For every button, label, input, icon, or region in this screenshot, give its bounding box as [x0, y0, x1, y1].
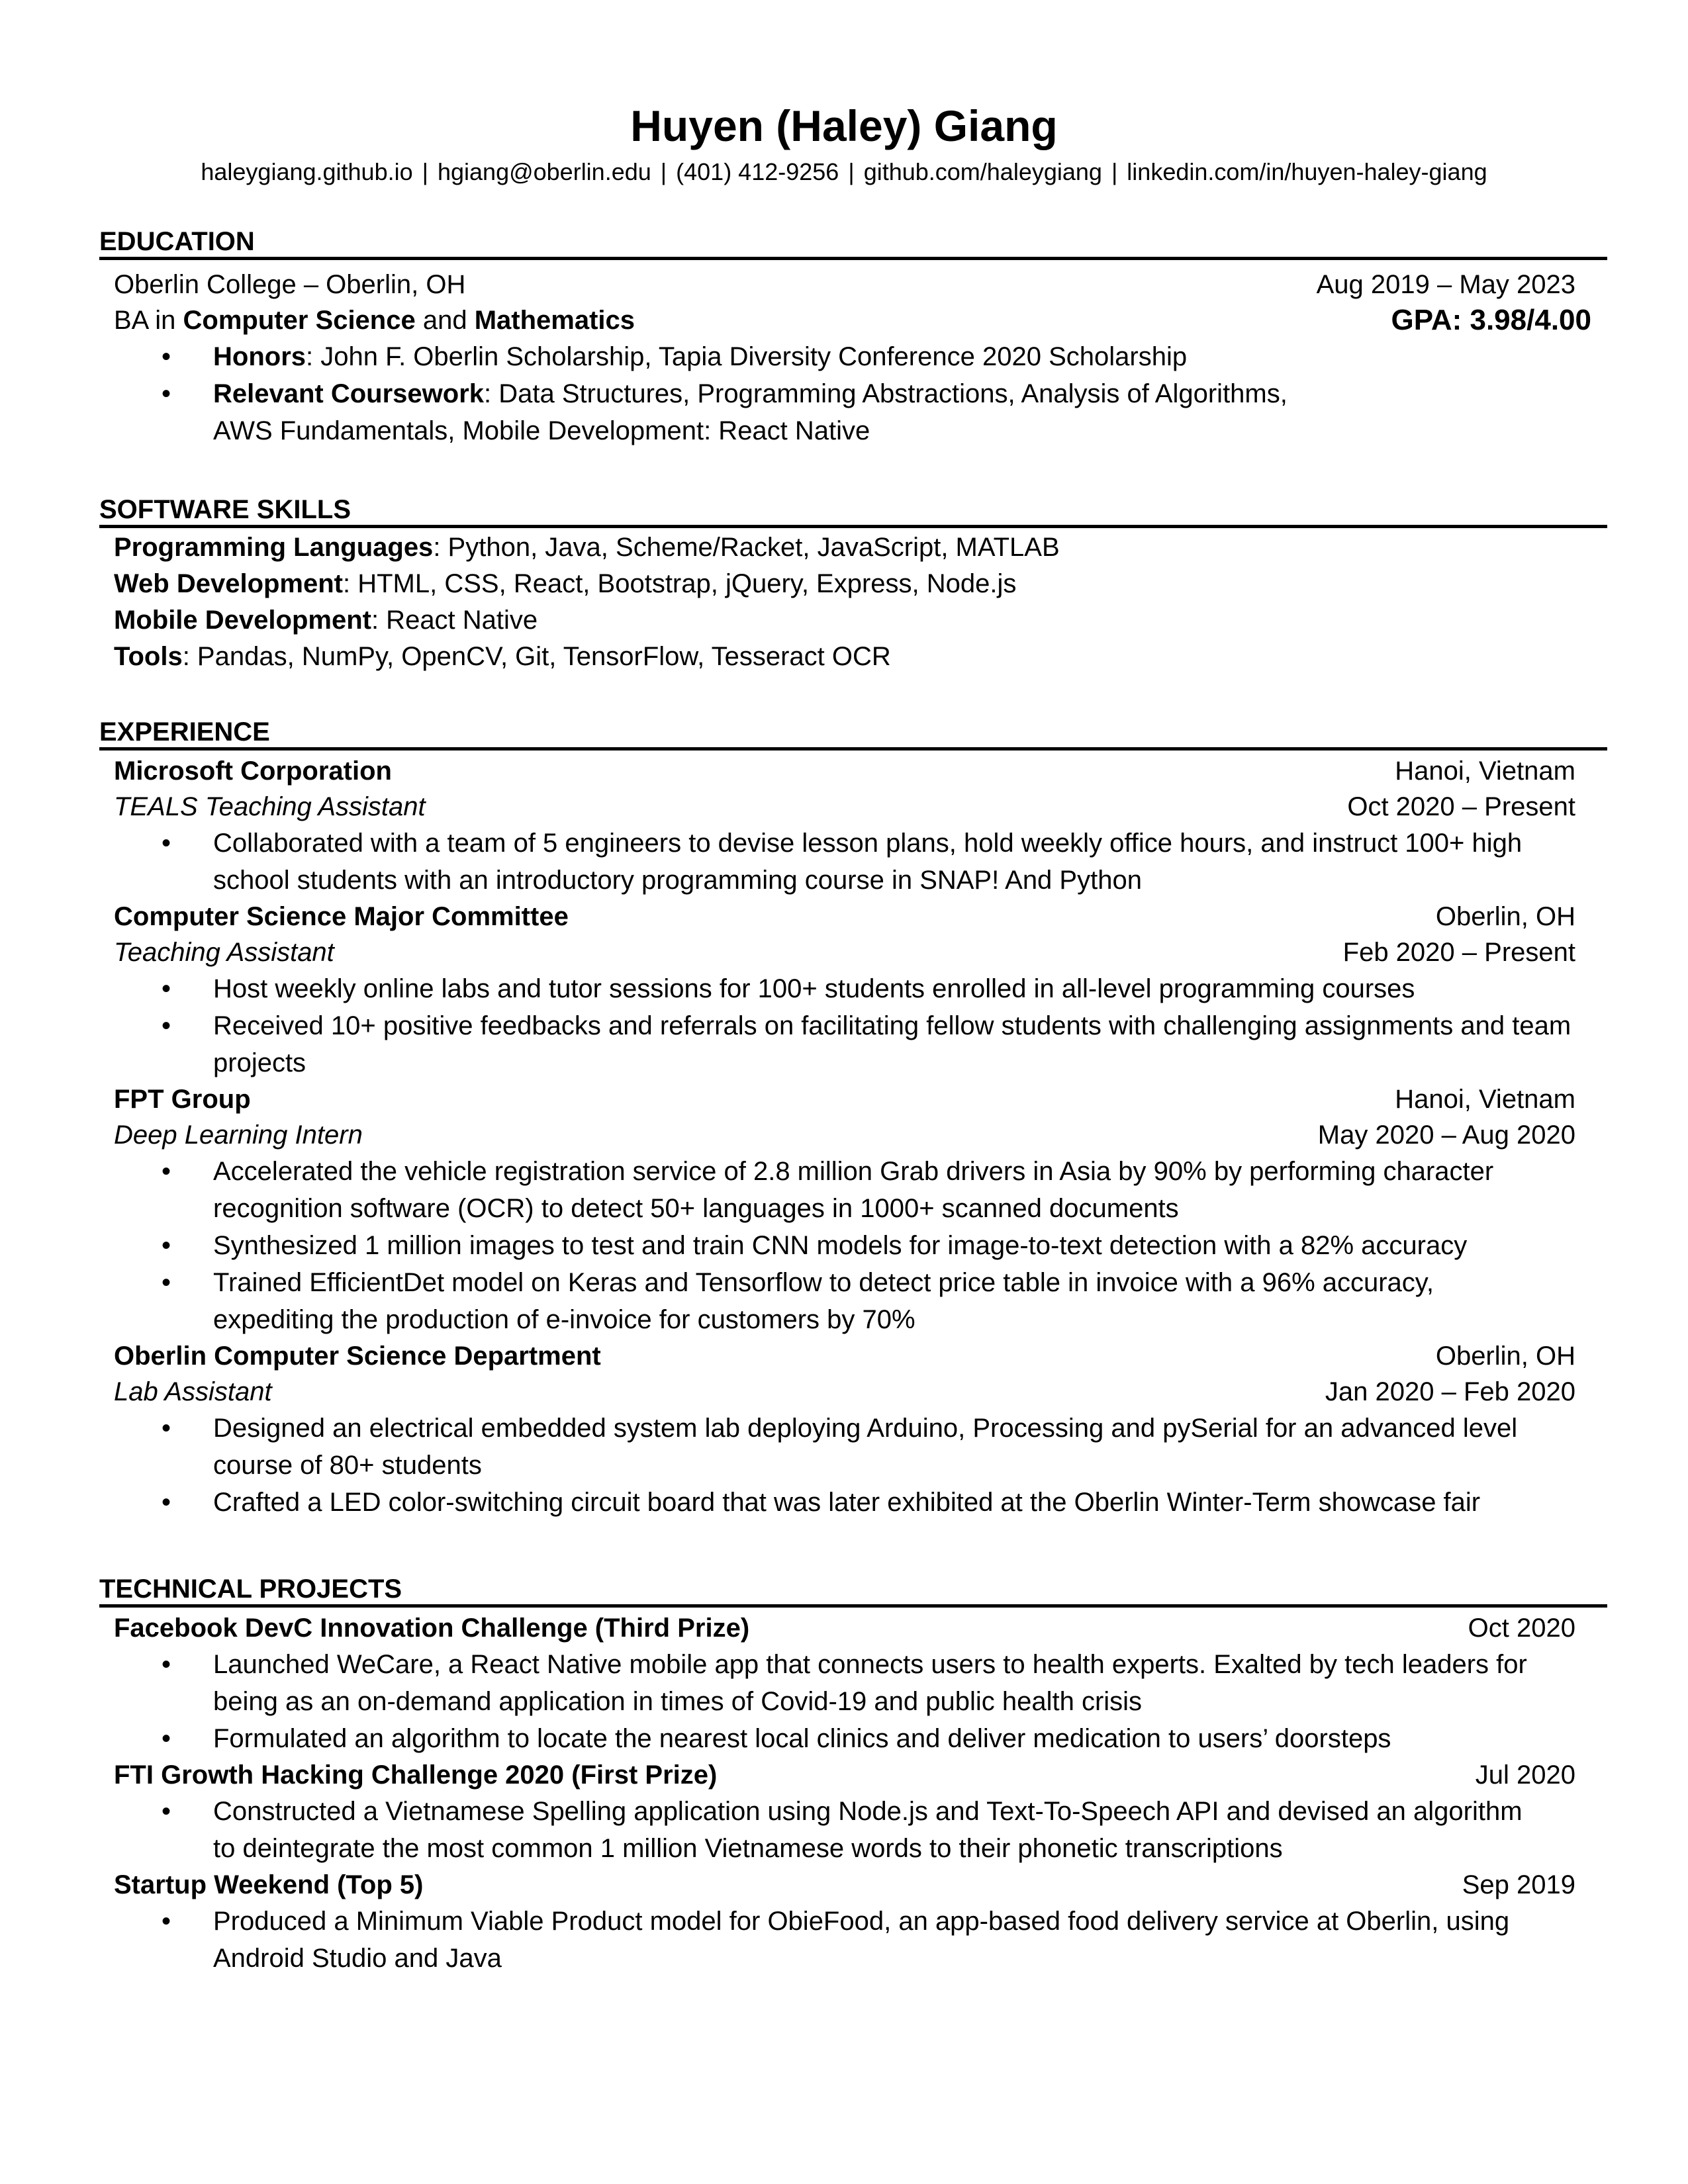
job-org: Microsoft Corporation	[114, 756, 392, 786]
job-role: Teaching Assistant	[114, 938, 334, 967]
list-item	[99, 375, 1607, 449]
bullet-text: Host weekly online labs and tutor sessions for 100+ students enrolled in all-level programming courses	[213, 974, 1415, 1003]
list-item	[99, 970, 1607, 1007]
job-dates: Jan 2020 – Feb 2020	[1325, 1377, 1575, 1406]
job-entry	[99, 1338, 1607, 1521]
bullet-icon: •	[162, 1907, 171, 1936]
project-bullets	[99, 1793, 1607, 1867]
education-section	[99, 226, 1607, 449]
job-location: Hanoi, Vietnam	[1395, 756, 1575, 786]
project-date: Jul 2020	[1475, 1760, 1575, 1790]
bullet-text: Launched WeCare, a React Native mobile app that connects users to health experts. Exalted by tech leaders for being as an on-demand application in times of Covid-19 and public health crisis	[213, 1650, 1527, 1716]
project-header	[114, 1610, 1607, 1646]
list-item	[99, 825, 1607, 899]
major-1: Computer Science	[183, 306, 416, 335]
school-row	[114, 267, 1607, 302]
degree-row	[114, 302, 1607, 338]
bullet-label: Honors	[213, 342, 306, 371]
bullet-icon: •	[162, 1268, 171, 1297]
bullet-text: Crafted a LED color-switching circuit board that was later exhibited at the Oberlin Winter-Term showcase fair	[213, 1488, 1481, 1517]
bullet-icon: •	[162, 342, 171, 371]
job-location: Hanoi, Vietnam	[1395, 1085, 1575, 1114]
list-item	[99, 1720, 1607, 1757]
gpa: GPA: 3.98/4.00	[1391, 304, 1591, 336]
bullet-icon: •	[162, 1011, 171, 1040]
phone-number: (401) 412-9256	[676, 158, 839, 185]
job-entry	[99, 1081, 1607, 1338]
projects-heading: TECHNICAL PROJECTS	[99, 1574, 1607, 1608]
school-name: Oberlin College – Oberlin, OH	[114, 270, 466, 299]
job-subheader	[114, 789, 1607, 825]
project-date: Oct 2020	[1468, 1614, 1575, 1643]
bullet-icon: •	[162, 379, 171, 408]
job-header	[114, 753, 1607, 789]
skill-text: : React Native	[371, 606, 538, 635]
job-entry	[99, 899, 1607, 1081]
bullet-icon: •	[162, 1488, 171, 1517]
experience-heading: EXPERIENCE	[99, 717, 1607, 751]
bullet-label: Relevant Coursework	[213, 379, 485, 408]
bullet-icon: •	[162, 1650, 171, 1679]
education-dates: Aug 2019 – May 2023	[1316, 270, 1575, 299]
bullet-icon: •	[162, 1414, 171, 1443]
bullet-text: Accelerated the vehicle registration service of 2.8 million Grab drivers in Asia by 90% by performing character recognition software (OCR) to detect 50+ languages in 1000+ scanned documents	[213, 1157, 1494, 1223]
skill-label: Tools	[114, 642, 183, 671]
job-dates: Oct 2020 – Present	[1347, 792, 1575, 821]
project-title: FTI Growth Hacking Challenge 2020 (First Prize)	[114, 1760, 718, 1790]
bullet-icon: •	[162, 1231, 171, 1260]
job-subheader	[114, 1374, 1607, 1410]
projects-section	[99, 1574, 1607, 1977]
separator: |	[660, 158, 667, 185]
project-bullets	[99, 1646, 1607, 1757]
skill-text: : Python, Java, Scheme/Racket, JavaScript, MATLAB	[433, 533, 1060, 562]
job-entry	[99, 753, 1607, 899]
skill-label: Mobile Development	[114, 606, 371, 635]
bullet-text: Received 10+ positive feedbacks and referrals on facilitating fellow students with challenging assignments and team projects	[213, 1011, 1571, 1077]
project-bullets	[99, 1903, 1607, 1977]
list-item	[99, 1007, 1607, 1081]
job-dates: May 2020 – Aug 2020	[1317, 1120, 1575, 1150]
job-org: Computer Science Major Committee	[114, 902, 569, 931]
job-header	[114, 899, 1607, 934]
list-item	[99, 1484, 1607, 1521]
list-item	[99, 1793, 1607, 1867]
bullet-text: : John F. Oberlin Scholarship, Tapia Diversity Conference 2020 Scholarship	[306, 342, 1188, 371]
major-2: Mathematics	[474, 306, 635, 335]
job-bullets	[99, 1410, 1607, 1521]
job-subheader	[114, 934, 1607, 970]
separator: |	[422, 158, 428, 185]
project-header	[114, 1757, 1607, 1793]
bullet-icon: •	[162, 1157, 171, 1186]
website-link[interactable]: haleygiang.github.io	[201, 158, 413, 185]
project-date: Sep 2019	[1462, 1870, 1575, 1899]
bullet-text: Collaborated with a team of 5 engineers to devise lesson plans, hold weekly office hours, and instruct 100+ high school students with an introductory programming course in SNAP! And Python	[213, 829, 1523, 895]
project-entry	[99, 1757, 1607, 1867]
degree-and: and	[415, 306, 475, 335]
job-location: Oberlin, OH	[1435, 1342, 1575, 1371]
skill-row	[114, 639, 1607, 675]
project-title: Startup Weekend (Top 5)	[114, 1870, 424, 1899]
email-link[interactable]: hgiang@oberlin.edu	[437, 158, 651, 185]
candidate-name: Huyen (Haley) Giang	[630, 101, 1058, 150]
job-bullets	[99, 970, 1607, 1081]
project-entry	[99, 1867, 1607, 1977]
skill-row	[114, 566, 1607, 602]
separator: |	[1111, 158, 1118, 185]
list-item	[99, 338, 1607, 375]
bullet-text: Trained EfficientDet model on Keras and Tensorflow to detect price table in invoice with a 96% accuracy, expediting the production of e-invoice for customers by 70%	[213, 1268, 1434, 1334]
skill-row	[114, 602, 1607, 639]
job-role: Lab Assistant	[114, 1377, 272, 1406]
job-org: Oberlin Computer Science Department	[114, 1342, 601, 1371]
contact-line	[0, 158, 1688, 187]
bullet-icon: •	[162, 829, 171, 858]
experience-section	[99, 717, 1607, 1521]
education-heading: EDUCATION	[99, 226, 1607, 260]
job-bullets	[99, 1153, 1607, 1338]
project-header	[114, 1867, 1607, 1903]
job-role: TEALS Teaching Assistant	[114, 792, 426, 821]
list-item	[99, 1264, 1607, 1338]
project-title: Facebook DevC Innovation Challenge (Third Prize)	[114, 1614, 750, 1643]
degree-prefix: BA in	[114, 306, 183, 335]
job-role: Deep Learning Intern	[114, 1120, 363, 1150]
skill-row	[114, 529, 1607, 566]
skill-label: Programming Languages	[114, 533, 434, 562]
list-item	[99, 1646, 1607, 1720]
github-link[interactable]: github.com/haleygiang	[863, 158, 1102, 185]
bullet-text: Formulated an algorithm to locate the nearest local clinics and deliver medication to users’ doorsteps	[213, 1724, 1391, 1753]
job-header	[114, 1338, 1607, 1374]
job-location: Oberlin, OH	[1435, 902, 1575, 931]
job-org: FPT Group	[114, 1085, 251, 1114]
education-bullets	[99, 338, 1607, 449]
project-entry	[99, 1610, 1607, 1757]
bullet-icon: •	[162, 1797, 171, 1826]
linkedin-link[interactable]: linkedin.com/in/huyen-haley-giang	[1127, 158, 1487, 185]
bullet-text: : Data Structures, Programming Abstractions, Analysis of Algorithms, AWS Fundamentals, Mobile Development: React Native	[213, 379, 1288, 445]
list-item	[99, 1410, 1607, 1484]
skill-label: Web Development	[114, 569, 343, 598]
skills-section	[99, 494, 1607, 675]
skill-text: : Pandas, NumPy, OpenCV, Git, TensorFlow, Tesseract OCR	[182, 642, 891, 671]
job-header	[114, 1081, 1607, 1117]
job-dates: Feb 2020 – Present	[1342, 938, 1575, 967]
job-bullets	[99, 825, 1607, 899]
separator: |	[848, 158, 855, 185]
bullet-text: Constructed a Vietnamese Spelling application using Node.js and Text-To-Speech API and devised an algorithm to deintegrate the most common 1 million Vietnamese words to their phonetic transcriptions	[213, 1797, 1523, 1863]
skills-heading: SOFTWARE SKILLS	[99, 494, 1607, 528]
list-item	[99, 1227, 1607, 1264]
skill-text: : HTML, CSS, React, Bootstrap, jQuery, Express, Node.js	[343, 569, 1017, 598]
job-subheader	[114, 1117, 1607, 1153]
bullet-icon: •	[162, 1724, 171, 1753]
bullet-icon: •	[162, 974, 171, 1003]
list-item	[99, 1153, 1607, 1227]
list-item	[99, 1903, 1607, 1977]
bullet-text: Designed an electrical embedded system lab deploying Arduino, Processing and pySerial for an advanced level course of 80+ students	[213, 1414, 1518, 1480]
bullet-text: Produced a Minimum Viable Product model for ObieFood, an app-based food delivery service at Oberlin, using Android Studio and Java	[213, 1907, 1510, 1973]
bullet-text: Synthesized 1 million images to test and train CNN models for image-to-text detection with a 82% accuracy	[213, 1231, 1468, 1260]
